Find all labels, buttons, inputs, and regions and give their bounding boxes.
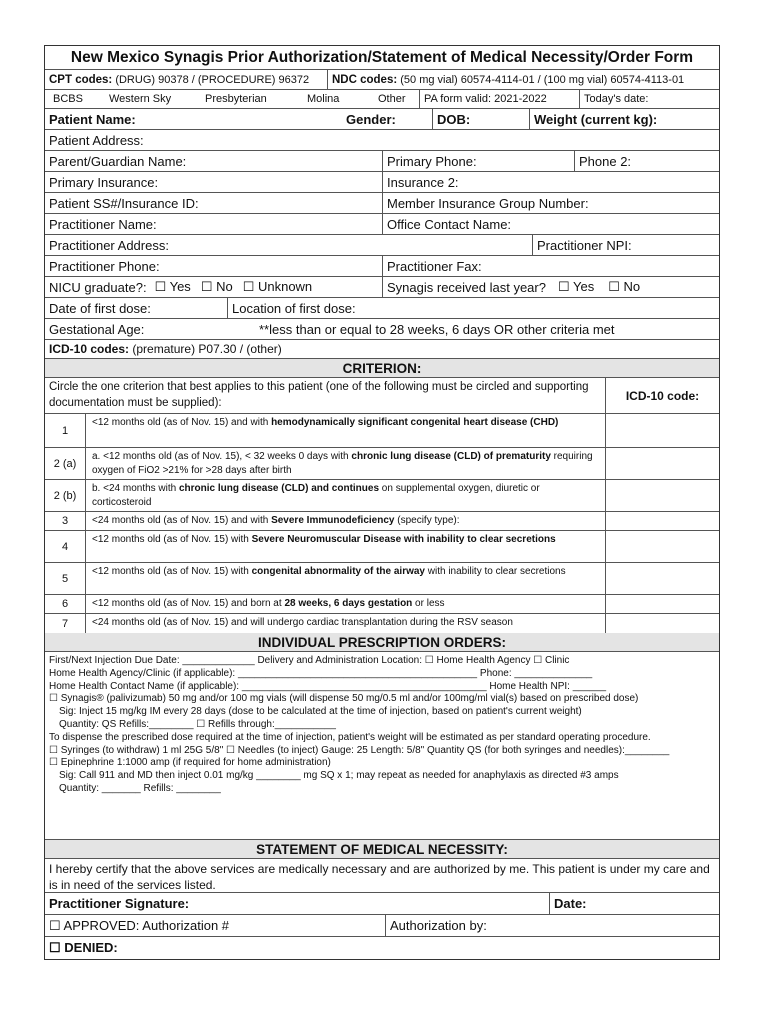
- order-line-syringes[interactable]: ☐ Syringes (to withdraw) 1 ml 25G 5/8" ☐ Needles (to inject) Gauge: 25 Length: 5/8" Quantity QS (for both syringes and needles):________: [49, 744, 670, 756]
- plan-molina[interactable]: Molina: [307, 93, 340, 105]
- prior-authorization-form: [44, 45, 720, 960]
- orders-body: [45, 652, 719, 797]
- gestational-age-note: **less than or equal to 28 weeks, 6 days OR other criteria met: [259, 321, 615, 337]
- criterion-row: [45, 614, 719, 633]
- form-title: New Mexico Synagis Prior Authorization/Statement of Medical Necessity/Order Form: [70, 48, 694, 66]
- criterion-icd10-cell[interactable]: [605, 512, 719, 530]
- practitioner-name-field[interactable]: Practitioner Name:: [49, 216, 157, 232]
- criterion-number[interactable]: 7: [61, 617, 69, 630]
- criterion-number[interactable]: 2 (a): [53, 457, 77, 470]
- icd10-code-heading: ICD-10 code:: [605, 378, 719, 413]
- orders-body-row: [45, 652, 719, 840]
- criterion-row: [45, 480, 719, 512]
- criterion-text-bold: 28 weeks, 6 days gestation: [284, 598, 413, 609]
- criterion-text[interactable]: [85, 595, 605, 613]
- gestational-age-field[interactable]: Gestational Age:: [49, 321, 145, 337]
- order-line-epinephrine-quantity[interactable]: Quantity: _______ Refills: ________: [59, 782, 221, 794]
- criterion-row: [45, 563, 719, 595]
- plans-row: [45, 90, 719, 109]
- criterion-heading-row: [45, 359, 719, 378]
- nicu-label: NICU graduate?:: [49, 279, 147, 295]
- order-line-agency[interactable]: Home Health Agency/Clinic (if applicable): ___________________________________________ Phone: ______________: [49, 667, 593, 679]
- criterion-text-bold: chronic lung disease (CLD) and continues: [179, 483, 380, 494]
- order-line-synagis-sig: Sig: Inject 15 mg/kg IM every 28 days (dose to be calculated at the time of injection, based on patient's current weight): [59, 706, 582, 718]
- criterion-heading: CRITERION:: [342, 360, 422, 376]
- criterion-number[interactable]: 6: [61, 598, 69, 610]
- icd10-codes[interactable]: [45, 340, 719, 358]
- practitioner-name-row: [45, 214, 719, 235]
- criterion-row: [45, 448, 719, 480]
- primary-phone-field[interactable]: Primary Phone:: [382, 151, 574, 171]
- criterion-text-bold: hemodynamically significant congenital heart disease (CHD): [271, 417, 559, 428]
- criterion-text-post: or less: [412, 598, 445, 609]
- authorization-by-field[interactable]: Authorization by:: [385, 915, 719, 936]
- criterion-icd10-cell[interactable]: [605, 531, 719, 562]
- ssn-row: [45, 193, 719, 214]
- order-line-synagis-quantity[interactable]: Quantity: QS Refills:________ ☐ Refills through:___________: [59, 718, 336, 730]
- synagis-yes-checkbox[interactable]: ☐ Yes: [557, 279, 595, 294]
- criterion-text-pre: <12 months old (as of Nov. 15) and born at: [92, 598, 285, 609]
- patient-address-field[interactable]: Patient Address:: [49, 132, 144, 148]
- criterion-text-bold: chronic lung disease (CLD) of prematurity: [351, 451, 551, 462]
- nicu-unknown-checkbox[interactable]: ☐ Unknown: [242, 279, 313, 294]
- criterion-number[interactable]: 4: [61, 540, 69, 553]
- orders-heading-row: [45, 633, 719, 652]
- criterion-number[interactable]: 1: [61, 424, 69, 437]
- criterion-text[interactable]: [85, 480, 605, 511]
- ndc-label: NDC codes:: [332, 73, 398, 86]
- primary-insurance-field[interactable]: Primary Insurance:: [49, 174, 159, 190]
- criterion-list: [45, 414, 719, 633]
- criterion-text-bold: Severe Immunodeficiency: [271, 515, 395, 526]
- synagis-last-year-label: Synagis received last year?: [387, 279, 546, 295]
- plan-other[interactable]: Other: [378, 93, 406, 105]
- criterion-icd10-cell[interactable]: [605, 414, 719, 447]
- first-dose-row: [45, 298, 719, 319]
- nicu-yes-checkbox[interactable]: ☐ Yes: [154, 279, 191, 294]
- practitioner-signature-field[interactable]: Practitioner Signature:: [49, 896, 190, 911]
- signature-date-field[interactable]: Date:: [549, 893, 719, 914]
- criterion-text-pre: <12 months old (as of Nov. 15) with: [92, 566, 252, 577]
- criterion-text[interactable]: [85, 414, 605, 447]
- todays-date-field[interactable]: Today's date:: [579, 90, 719, 108]
- criterion-text-bold: Severe Neuromuscular Disease with inability to clear secretions: [251, 534, 556, 545]
- criterion-text-bold: congenital abnormality of the airway: [251, 566, 425, 577]
- necessity-text-row: [45, 859, 719, 893]
- practitioner-fax-field[interactable]: Practitioner Fax:: [382, 256, 719, 276]
- first-dose-date-field[interactable]: Date of first dose:: [49, 300, 151, 316]
- denied-row: [45, 937, 719, 959]
- guardian-name-field[interactable]: Parent/Guardian Name:: [49, 153, 187, 169]
- cpt-codes: [45, 70, 327, 89]
- practitioner-address-field[interactable]: Practitioner Address:: [49, 237, 169, 253]
- criterion-number[interactable]: 3: [61, 515, 69, 527]
- criterion-text[interactable]: [85, 448, 605, 479]
- weight-field[interactable]: Weight (current kg):: [529, 109, 719, 129]
- pa-valid: PA form valid: 2021-2022: [419, 90, 579, 108]
- plan-presbyterian[interactable]: Presbyterian: [205, 93, 267, 105]
- order-line-epinephrine-sig[interactable]: Sig: Call 911 and MD then inject 0.01 mg/kg ________ mg SQ x 1; may repeat as needed for anaphylaxis as directed #3 amps: [59, 770, 619, 782]
- criterion-text-post: with inability to clear secretions: [425, 566, 566, 577]
- criterion-row: [45, 512, 719, 531]
- criterion-number[interactable]: 5: [61, 572, 69, 585]
- criterion-text-pre: <12 months old (as of Nov. 15) with: [92, 534, 252, 545]
- gender-field[interactable]: Gender:: [346, 111, 396, 127]
- approved-checkbox[interactable]: ☐ APPROVED: Authorization #: [49, 917, 230, 933]
- criterion-text-pre: b. <24 months with: [92, 483, 179, 494]
- criterion-text-post: requiring oxygen of FiO2 >21% for >28 days after birth: [92, 451, 593, 476]
- cpt-value: (DRUG) 90378 / (PROCEDURE) 96372: [115, 73, 310, 86]
- cpt-label: CPT codes:: [49, 73, 113, 86]
- patient-name-row: [45, 109, 719, 130]
- criterion-instruction-row: [45, 378, 719, 414]
- criterion-text[interactable]: [85, 563, 605, 594]
- criterion-icd10-cell[interactable]: [605, 448, 719, 479]
- order-line-synagis[interactable]: ☐ Synagis® (palivizumab) 50 mg and/or 100 mg vials (will dispense 50 mg/0.5 ml and/or 100mg/ml vial(s) based on prescribed dose): [49, 693, 639, 705]
- patient-name-field[interactable]: Patient Name:: [49, 111, 136, 127]
- criterion-text-post: on supplemental oxygen, diuretic or corticosteroid: [92, 483, 540, 508]
- criterion-text[interactable]: [85, 614, 605, 633]
- insurance2-field[interactable]: Insurance 2:: [382, 172, 719, 192]
- plan-bcbs[interactable]: BCBS: [53, 93, 83, 105]
- icd10-value: (premature) P07.30 / (other): [132, 342, 282, 356]
- criterion-instruction: Circle the one criterion that best applies to this patient (one of the following must be circled and supporting documentation must be supplied):: [49, 381, 589, 409]
- icd10-row: [45, 340, 719, 359]
- criterion-text-pre: <24 months old (as of Nov. 15) and will undergo cardiac transplantation during the RSV season: [92, 617, 513, 628]
- orders-heading: INDIVIDUAL PRESCRIPTION ORDERS:: [257, 634, 507, 650]
- insurance-row: [45, 172, 719, 193]
- criterion-row: [45, 531, 719, 563]
- approved-row: [45, 915, 719, 937]
- synagis-no-checkbox[interactable]: ☐ No: [608, 279, 641, 294]
- practitioner-phone-row: [45, 256, 719, 277]
- icd10-label: ICD-10 codes:: [49, 342, 130, 356]
- order-line-dispense-note: To dispense the prescribed dose required at the time of injection, patient's weight will be estimated as per standard operating procedure.: [49, 731, 651, 743]
- criterion-number[interactable]: 2 (b): [53, 489, 77, 502]
- synagis-last-year-question: [382, 277, 719, 297]
- nicu-row: [45, 277, 719, 298]
- practitioner-npi-field[interactable]: Practitioner NPI:: [532, 235, 719, 255]
- practitioner-address-row: [45, 235, 719, 256]
- ssn-field[interactable]: Patient SS#/Insurance ID:: [49, 195, 199, 211]
- criterion-text[interactable]: [85, 531, 605, 562]
- criterion-text-post: (specify type):: [394, 515, 460, 526]
- gestational-age-row: [45, 319, 719, 340]
- necessity-heading: STATEMENT OF MEDICAL NECESSITY:: [256, 841, 508, 857]
- criterion-icd10-cell[interactable]: [605, 595, 719, 613]
- form-title-row: [45, 46, 719, 70]
- first-dose-location-field[interactable]: Location of first dose:: [227, 298, 719, 318]
- ndc-value: (50 mg vial) 60574-4114-01 / (100 mg vial) 60574-4113-01: [400, 73, 685, 86]
- plan-western-sky[interactable]: Western Sky: [109, 93, 172, 105]
- phone2-field[interactable]: Phone 2:: [574, 151, 719, 171]
- practitioner-phone-field[interactable]: Practitioner Phone:: [49, 258, 160, 274]
- necessity-heading-row: [45, 840, 719, 859]
- order-line-due-date[interactable]: First/Next Injection Due Date: _____________ Delivery and Administration Location: ☐ Home Health Agency ☐ Clinic: [49, 655, 570, 666]
- necessity-statement: I hereby certify that the above services are medically necessary and are authorized by me. This patient is under my care and is in need of the services listed.: [49, 862, 710, 892]
- criterion-icd10-cell[interactable]: [605, 563, 719, 594]
- dob-field[interactable]: DOB:: [432, 109, 529, 129]
- guardian-row: [45, 151, 719, 172]
- criterion-icd10-cell[interactable]: [605, 480, 719, 511]
- group-number-field[interactable]: Member Insurance Group Number:: [382, 193, 719, 213]
- nicu-question: [45, 277, 382, 297]
- criterion-row: [45, 414, 719, 448]
- criterion-text-pre: <24 months old (as of Nov. 15) and with: [92, 515, 272, 526]
- ndc-codes: [327, 70, 719, 89]
- denied-checkbox[interactable]: ☐ DENIED:: [49, 940, 118, 955]
- nicu-no-checkbox[interactable]: ☐ No: [200, 279, 233, 294]
- codes-row: [45, 70, 719, 90]
- criterion-text-pre: <12 months old (as of Nov. 15) and with: [92, 417, 272, 428]
- signature-row: [45, 893, 719, 915]
- criterion-row: [45, 595, 719, 614]
- criterion-text-pre: a. <12 months old (as of Nov. 15), < 32 weeks 0 days with: [92, 451, 352, 462]
- criterion-icd10-cell[interactable]: [605, 614, 719, 633]
- order-line-contact[interactable]: Home Health Contact Name (if applicable): ____________________________________________ Home Health NPI: ______: [49, 680, 607, 692]
- patient-address-row: [45, 130, 719, 151]
- order-line-epinephrine[interactable]: ☐ Epinephrine 1:1000 amp (if required for home administration): [49, 757, 331, 769]
- office-contact-field[interactable]: Office Contact Name:: [382, 214, 719, 234]
- criterion-text[interactable]: [85, 512, 605, 530]
